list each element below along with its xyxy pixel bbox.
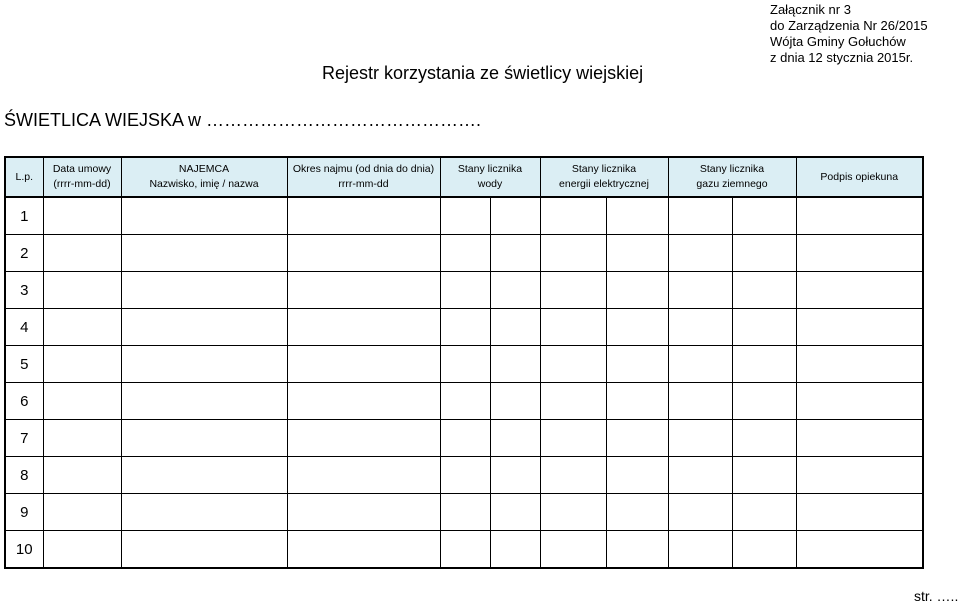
- table-cell[interactable]: [490, 272, 540, 309]
- table-cell[interactable]: [490, 457, 540, 494]
- table-cell[interactable]: [796, 309, 923, 346]
- table-cell[interactable]: [440, 346, 490, 383]
- table-cell[interactable]: [732, 235, 796, 272]
- table-cell[interactable]: [121, 420, 287, 457]
- table-row: [5, 420, 923, 457]
- table-cell[interactable]: [796, 420, 923, 457]
- table-cell[interactable]: [732, 531, 796, 569]
- table-cell[interactable]: [606, 494, 668, 531]
- table-cell[interactable]: [440, 420, 490, 457]
- table-cell[interactable]: [440, 197, 490, 235]
- table-cell[interactable]: [732, 457, 796, 494]
- table-cell[interactable]: [43, 197, 121, 235]
- header-lp: L.p.: [5, 157, 43, 197]
- table-row: [5, 346, 923, 383]
- table-cell[interactable]: [606, 235, 668, 272]
- table-cell[interactable]: [490, 531, 540, 569]
- table-cell[interactable]: [43, 383, 121, 420]
- table-cell[interactable]: [121, 309, 287, 346]
- header-electricity-meter: [540, 157, 668, 197]
- header-line: energii elektrycznej: [559, 178, 649, 190]
- register-table: [4, 156, 924, 569]
- table-cell[interactable]: [490, 494, 540, 531]
- table-row: [5, 494, 923, 531]
- table-cell[interactable]: [287, 457, 440, 494]
- table-cell[interactable]: [43, 494, 121, 531]
- table-cell[interactable]: [606, 309, 668, 346]
- table-cell[interactable]: [606, 383, 668, 420]
- row-number: 3: [5, 272, 43, 309]
- header-line: NAJEMCA: [178, 163, 230, 175]
- table-cell[interactable]: [796, 346, 923, 383]
- table-cell[interactable]: [540, 197, 606, 235]
- header-line: Stany licznika: [571, 163, 637, 175]
- row-number: 8: [5, 457, 43, 494]
- table-cell[interactable]: [668, 383, 732, 420]
- table-cell[interactable]: [796, 272, 923, 309]
- header-water-meter: [440, 157, 540, 197]
- header-line: Stany licznika: [699, 163, 765, 175]
- header-signature: Podpis opiekuna: [796, 157, 923, 197]
- annex-line: z dnia 12 stycznia 2015r.: [770, 50, 914, 65]
- table-cell[interactable]: [43, 272, 121, 309]
- table-cell[interactable]: [490, 420, 540, 457]
- header-line: Nazwisko, imię / nazwa: [149, 178, 259, 190]
- header-line: gazu ziemnego: [696, 178, 768, 190]
- annex-note: [770, 2, 928, 66]
- table-cell[interactable]: [440, 494, 490, 531]
- table-cell[interactable]: [440, 309, 490, 346]
- table-cell[interactable]: [287, 272, 440, 309]
- table-cell[interactable]: [121, 272, 287, 309]
- table-cell[interactable]: [668, 235, 732, 272]
- table-cell[interactable]: [606, 420, 668, 457]
- table-cell[interactable]: [668, 420, 732, 457]
- header-contract-date: [43, 157, 121, 197]
- table-cell[interactable]: [732, 272, 796, 309]
- document-title: Rejestr korzystania ze świetlicy wiejskiej: [322, 63, 644, 83]
- table-cell[interactable]: [732, 197, 796, 235]
- table-cell[interactable]: [121, 235, 287, 272]
- header-line: rrrr-mm-dd: [338, 178, 389, 190]
- table-row: [5, 235, 923, 272]
- table-cell[interactable]: [796, 383, 923, 420]
- table-cell[interactable]: [606, 197, 668, 235]
- table-cell[interactable]: [668, 197, 732, 235]
- table-cell[interactable]: [540, 235, 606, 272]
- row-number: 5: [5, 346, 43, 383]
- table-cell[interactable]: [732, 346, 796, 383]
- table-cell[interactable]: [440, 531, 490, 569]
- table-row: [5, 197, 923, 235]
- header-line: Data umowy: [52, 163, 112, 175]
- table-cell[interactable]: [540, 494, 606, 531]
- table-cell[interactable]: [440, 457, 490, 494]
- table-cell[interactable]: [440, 383, 490, 420]
- table-cell[interactable]: [287, 531, 440, 569]
- table-cell[interactable]: [43, 346, 121, 383]
- annex-line: do Zarządzenia Nr 26/2015: [770, 18, 928, 33]
- table-cell[interactable]: [121, 494, 287, 531]
- table-cell[interactable]: [287, 346, 440, 383]
- table-cell[interactable]: [490, 309, 540, 346]
- header-line: Okres najmu (od dnia do dnia): [292, 163, 435, 175]
- table-cell[interactable]: [540, 420, 606, 457]
- annex-line: Załącznik nr 3: [770, 2, 851, 17]
- row-number: 4: [5, 309, 43, 346]
- club-name-field[interactable]: ŚWIETLICA WIEJSKA w ……………………………………….: [4, 110, 482, 130]
- table-cell[interactable]: [490, 197, 540, 235]
- table-cell[interactable]: [121, 197, 287, 235]
- header-tenant: [121, 157, 287, 197]
- table-cell[interactable]: [43, 531, 121, 569]
- table-cell[interactable]: [606, 457, 668, 494]
- annex-line: Wójta Gminy Gołuchów: [770, 34, 906, 49]
- table-cell[interactable]: [540, 346, 606, 383]
- table-row: [5, 272, 923, 309]
- table-cell[interactable]: [121, 383, 287, 420]
- table-cell[interactable]: [121, 346, 287, 383]
- row-number: 9: [5, 494, 43, 531]
- table-cell[interactable]: [43, 235, 121, 272]
- row-number: 6: [5, 383, 43, 420]
- table-cell[interactable]: [490, 346, 540, 383]
- table-cell[interactable]: [668, 494, 732, 531]
- table-cell[interactable]: [668, 531, 732, 569]
- table-cell[interactable]: [440, 272, 490, 309]
- table-cell[interactable]: [796, 457, 923, 494]
- header-line: wody: [477, 178, 503, 190]
- table-cell[interactable]: [606, 531, 668, 569]
- table-cell[interactable]: [732, 420, 796, 457]
- table-cell[interactable]: [43, 309, 121, 346]
- row-number: 10: [5, 531, 43, 569]
- table-row: [5, 383, 923, 420]
- page-number: str. …..: [914, 588, 959, 604]
- table-cell[interactable]: [796, 235, 923, 272]
- table-cell[interactable]: [43, 457, 121, 494]
- table-cell[interactable]: [287, 309, 440, 346]
- table-cell[interactable]: [668, 346, 732, 383]
- table-cell[interactable]: [287, 235, 440, 272]
- header-rental-period: [287, 157, 440, 197]
- row-number: 2: [5, 235, 43, 272]
- table-cell[interactable]: [540, 531, 606, 569]
- header-gas-meter: [668, 157, 796, 197]
- table-cell[interactable]: [440, 235, 490, 272]
- table-row: [5, 309, 923, 346]
- header-line: (rrrr-mm-dd): [53, 178, 111, 190]
- table-cell[interactable]: [796, 197, 923, 235]
- header-line: Stany licznika: [457, 163, 523, 175]
- table-cell[interactable]: [796, 531, 923, 569]
- table-cell[interactable]: [796, 494, 923, 531]
- table-cell[interactable]: [540, 457, 606, 494]
- table-cell[interactable]: [121, 457, 287, 494]
- table-cell[interactable]: [287, 420, 440, 457]
- row-number: 7: [5, 420, 43, 457]
- table-cell[interactable]: [490, 235, 540, 272]
- table-cell[interactable]: [490, 383, 540, 420]
- table-cell[interactable]: [287, 383, 440, 420]
- table-cell[interactable]: [732, 383, 796, 420]
- table-cell[interactable]: [606, 346, 668, 383]
- table-cell[interactable]: [287, 494, 440, 531]
- table-row: [5, 531, 923, 569]
- table-cell[interactable]: [668, 309, 732, 346]
- header-row: [5, 157, 923, 197]
- table-cell[interactable]: [540, 309, 606, 346]
- row-number: 1: [5, 197, 43, 235]
- table-cell[interactable]: [606, 272, 668, 309]
- table-cell[interactable]: [732, 494, 796, 531]
- table-cell[interactable]: [732, 309, 796, 346]
- table-cell[interactable]: [540, 383, 606, 420]
- table-cell[interactable]: [540, 272, 606, 309]
- table-cell[interactable]: [121, 531, 287, 569]
- table-cell[interactable]: [43, 420, 121, 457]
- table-cell[interactable]: [668, 272, 732, 309]
- table-row: [5, 457, 923, 494]
- table-cell[interactable]: [668, 457, 732, 494]
- table-cell[interactable]: [287, 197, 440, 235]
